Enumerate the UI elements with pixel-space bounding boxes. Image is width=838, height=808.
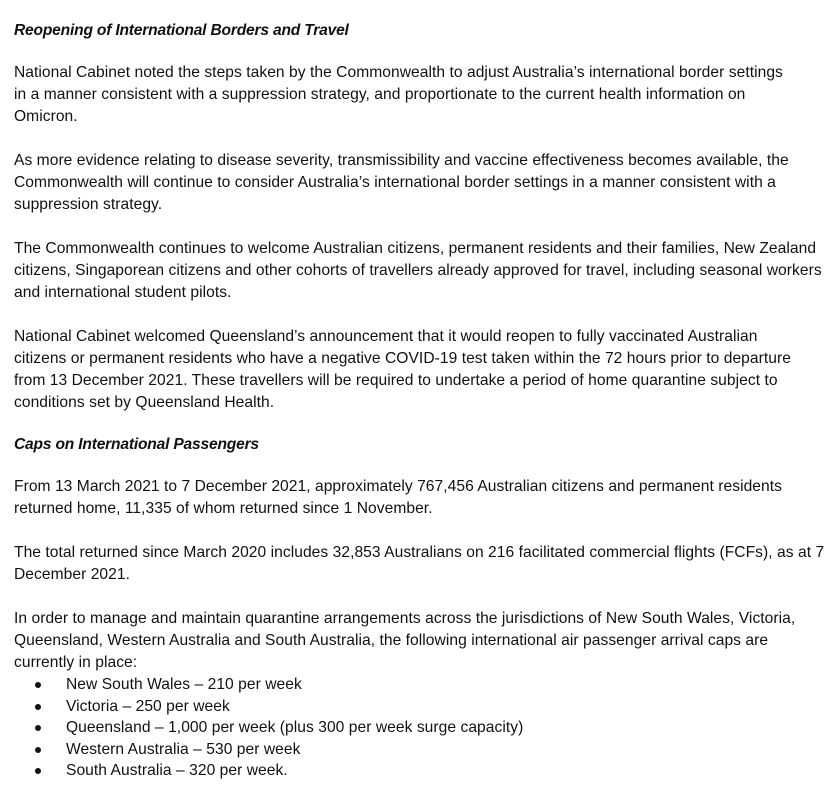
document-body (14, 20, 830, 782)
paragraph: The Commonwealth continues to welcome Australian citizens, permanent residents and their families, New Zealand citizens, Singaporean citizens and other cohorts of travellers already approved for travel, including seasonal workers and international student pilots. (14, 240, 822, 301)
bullet-icon (35, 725, 41, 731)
list-item (14, 760, 830, 782)
caps-list (14, 674, 830, 782)
bullet-icon (35, 704, 41, 710)
list-item (14, 739, 830, 761)
list-item-text: Victoria – 250 per week (66, 697, 230, 715)
paragraph: As more evidence relating to disease severity, transmissibility and vaccine effectiveness becomes available, the Commonwealth will continue to consider Australia’s international border settings in a manner consistent with a suppression strategy. (14, 152, 789, 213)
bullet-icon (35, 768, 41, 774)
paragraph: From 13 March 2021 to 7 December 2021, approximately 767,456 Australian citizens and permanent residents returned home, 11,335 of whom returned since 1 November. (14, 478, 782, 517)
bullet-icon (35, 747, 41, 753)
section-heading-caps: Caps on International Passengers (14, 436, 259, 453)
paragraph: In order to manage and maintain quarantine arrangements across the jurisdictions of New South Wales, Victoria, Queensland, Western Australia and South Australia, the following international air passenger arrival caps are currently in place: (14, 610, 796, 671)
paragraph: The total returned since March 2020 includes 32,853 Australians on 216 facilitated commercial flights (FCFs), as at 7 December 2021. (14, 544, 825, 583)
bullet-icon (35, 682, 41, 688)
section-heading-reopening: Reopening of International Borders and Travel (14, 22, 349, 39)
list-item (14, 696, 830, 718)
list-item (14, 717, 830, 739)
paragraph: National Cabinet noted the steps taken by the Commonwealth to adjust Australia’s international border settings in a manner consistent with a suppression strategy, and proportionate to the current health information on Omicron. (14, 64, 783, 125)
list-item-text: Queensland – 1,000 per week (plus 300 per week surge capacity) (66, 719, 524, 736)
list-item-text: New South Wales – 210 per week (66, 676, 302, 693)
list-item-text: South Australia – 320 per week. (66, 762, 288, 779)
list-item (14, 674, 830, 696)
paragraph: National Cabinet welcomed Queensland’s announcement that it would reopen to fully vaccinated Australian citizens or permanent residents who have a negative COVID-19 test taken within the 72 hours prior to departure from 13 December 2021. These travellers will be required to undertake a period of home quarantine subject to conditions set by Queensland Health. (14, 328, 791, 411)
list-item-text: Western Australia – 530 per week (66, 740, 301, 758)
